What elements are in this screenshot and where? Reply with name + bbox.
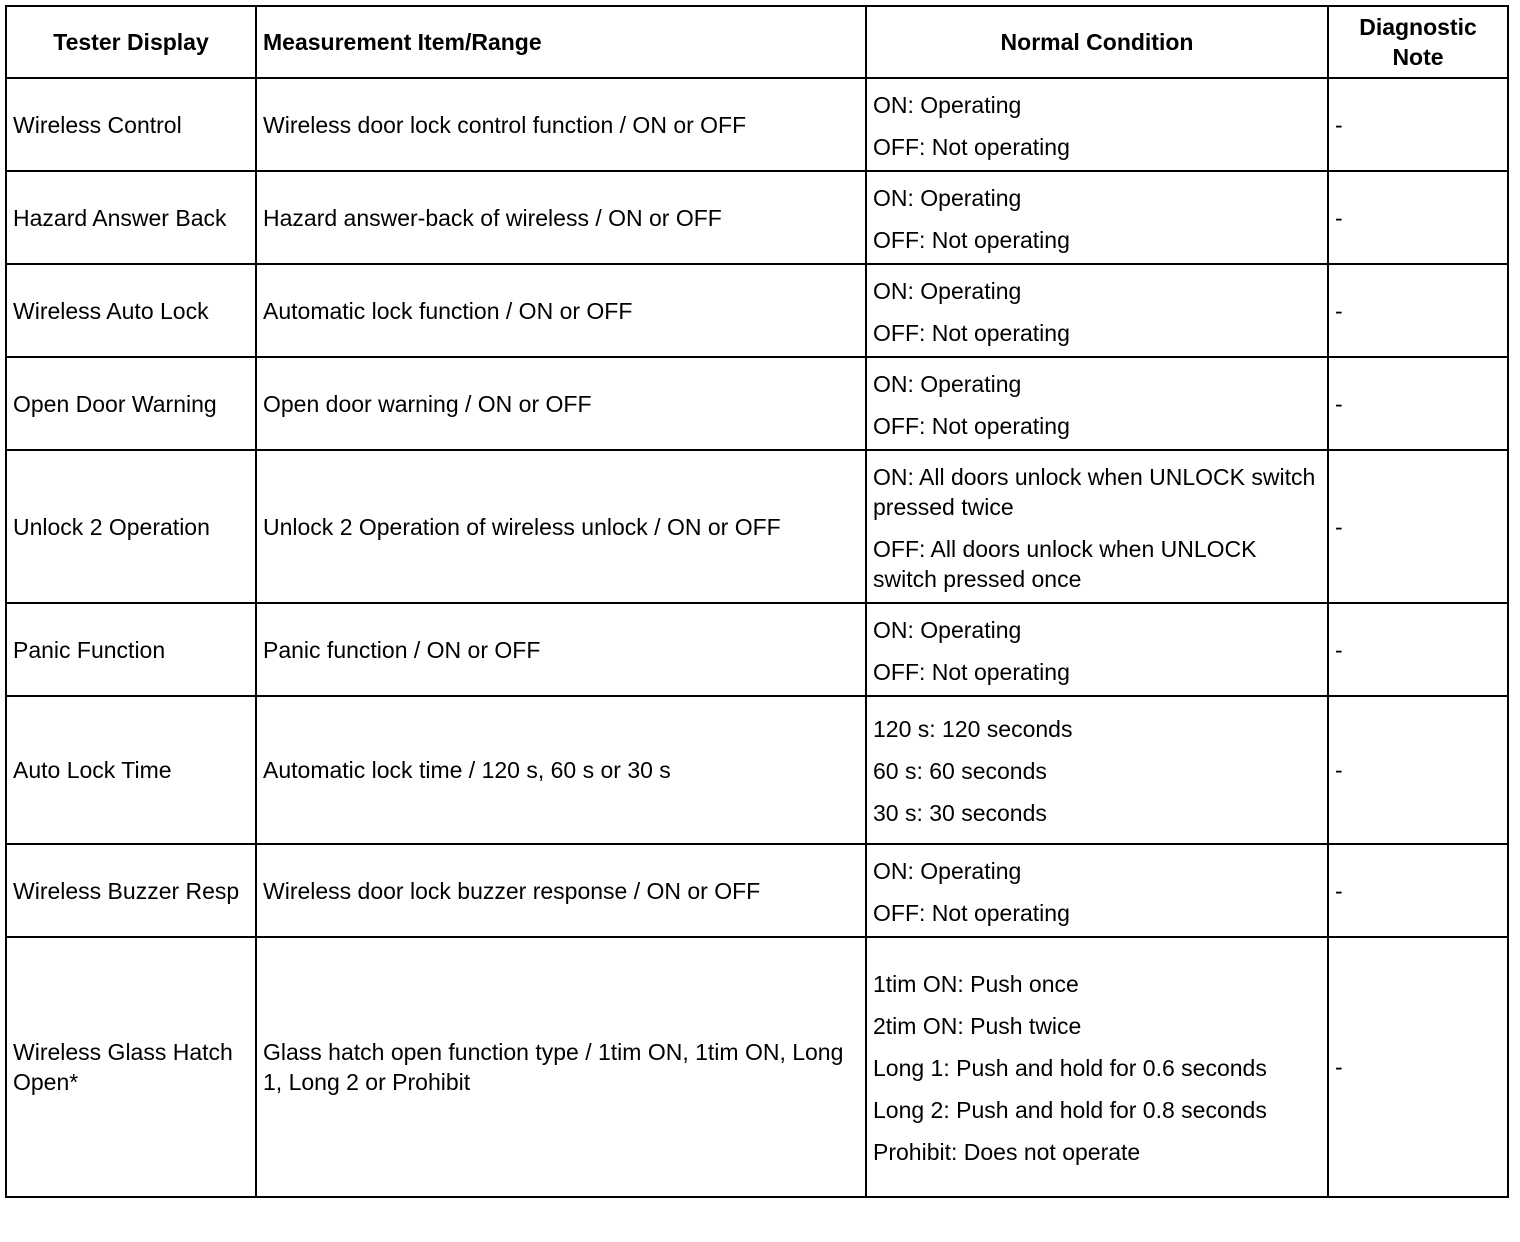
condition-line: OFF: Not operating (873, 319, 1070, 346)
normal-condition-cell (866, 171, 1328, 264)
diagnostic-table (5, 5, 1509, 1198)
table-row (6, 937, 1508, 1197)
condition-line: ON: Operating (873, 616, 1022, 643)
diagnostic-note-cell: - (1328, 937, 1508, 1197)
tester-display-cell: Wireless Auto Lock (6, 264, 256, 357)
condition-line: 2tim ON: Push twice (873, 1013, 1082, 1039)
condition-line: OFF: Not operating (873, 226, 1070, 253)
measurement-cell: Unlock 2 Operation of wireless unlock / ON or OFF (256, 450, 866, 603)
diagnostic-note-cell: - (1328, 603, 1508, 696)
condition-line: 120 s: 120 seconds (873, 716, 1073, 742)
condition-line: OFF: Not operating (873, 899, 1070, 926)
tester-display-cell: Auto Lock Time (6, 696, 256, 844)
table-row (6, 171, 1508, 264)
measurement-cell: Open door warning / ON or OFF (256, 357, 866, 450)
header-measurement: Measurement Item/Range (256, 6, 866, 78)
tester-display-cell: Wireless Control (6, 78, 256, 171)
diagnostic-note-cell: - (1328, 357, 1508, 450)
diagnostic-note-cell: - (1328, 696, 1508, 844)
normal-condition-cell (866, 603, 1328, 696)
condition-line: ON: Operating (873, 277, 1022, 304)
normal-condition-cell (866, 937, 1328, 1197)
table-row (6, 603, 1508, 696)
normal-condition-cell (866, 78, 1328, 171)
header-diagnostic-note: Diagnostic Note (1328, 6, 1508, 78)
table-row (6, 844, 1508, 937)
measurement-cell: Glass hatch open function type / 1tim ON, 1tim ON, Long 1, Long 2 or Prohibit (256, 937, 866, 1197)
measurement-cell: Wireless door lock control function / ON or OFF (256, 78, 866, 171)
table-row (6, 696, 1508, 844)
condition-line: 1tim ON: Push once (873, 971, 1079, 997)
condition-line: OFF: Not operating (873, 412, 1070, 439)
tester-display-cell: Panic Function (6, 603, 256, 696)
condition-line: 30 s: 30 seconds (873, 800, 1047, 826)
diagnostic-note-cell: - (1328, 844, 1508, 937)
condition-line: ON: Operating (873, 857, 1022, 884)
table-row (6, 357, 1508, 450)
condition-line: Long 2: Push and hold for 0.8 seconds (873, 1097, 1267, 1123)
measurement-cell: Automatic lock function / ON or OFF (256, 264, 866, 357)
normal-condition-cell (866, 450, 1328, 603)
condition-line: ON: All doors unlock when UNLOCK switch pressed twice (873, 463, 1316, 520)
tester-display-cell: Open Door Warning (6, 357, 256, 450)
diagnostic-note-cell: - (1328, 78, 1508, 171)
tester-display-cell: Wireless Buzzer Resp (6, 844, 256, 937)
tester-display-cell: Wireless Glass Hatch Open* (6, 937, 256, 1197)
measurement-cell: Wireless door lock buzzer response / ON or OFF (256, 844, 866, 937)
condition-line: ON: Operating (873, 184, 1022, 211)
normal-condition-cell (866, 357, 1328, 450)
condition-line: ON: Operating (873, 91, 1022, 118)
condition-line: ON: Operating (873, 370, 1022, 397)
diagnostic-note-cell: - (1328, 264, 1508, 357)
normal-condition-cell (866, 844, 1328, 937)
normal-condition-cell (866, 696, 1328, 844)
tester-display-cell: Hazard Answer Back (6, 171, 256, 264)
measurement-cell: Panic function / ON or OFF (256, 603, 866, 696)
normal-condition-cell (866, 264, 1328, 357)
measurement-cell: Automatic lock time / 120 s, 60 s or 30 s (256, 696, 866, 844)
measurement-cell: Hazard answer-back of wireless / ON or OFF (256, 171, 866, 264)
table-row (6, 450, 1508, 603)
condition-line: OFF: Not operating (873, 658, 1070, 685)
header-tester-display: Tester Display (6, 6, 256, 78)
diagnostic-note-cell: - (1328, 171, 1508, 264)
diagnostic-note-cell: - (1328, 450, 1508, 603)
table-row (6, 78, 1508, 171)
condition-line: OFF: Not operating (873, 133, 1070, 160)
condition-line: Long 1: Push and hold for 0.6 seconds (873, 1055, 1267, 1081)
header-row (6, 6, 1508, 78)
condition-line: 60 s: 60 seconds (873, 758, 1047, 784)
condition-line: OFF: All doors unlock when UNLOCK switch pressed once (873, 535, 1257, 592)
header-normal-condition: Normal Condition (866, 6, 1328, 78)
tester-display-cell: Unlock 2 Operation (6, 450, 256, 603)
condition-line: Prohibit: Does not operate (873, 1139, 1141, 1165)
table-row (6, 264, 1508, 357)
